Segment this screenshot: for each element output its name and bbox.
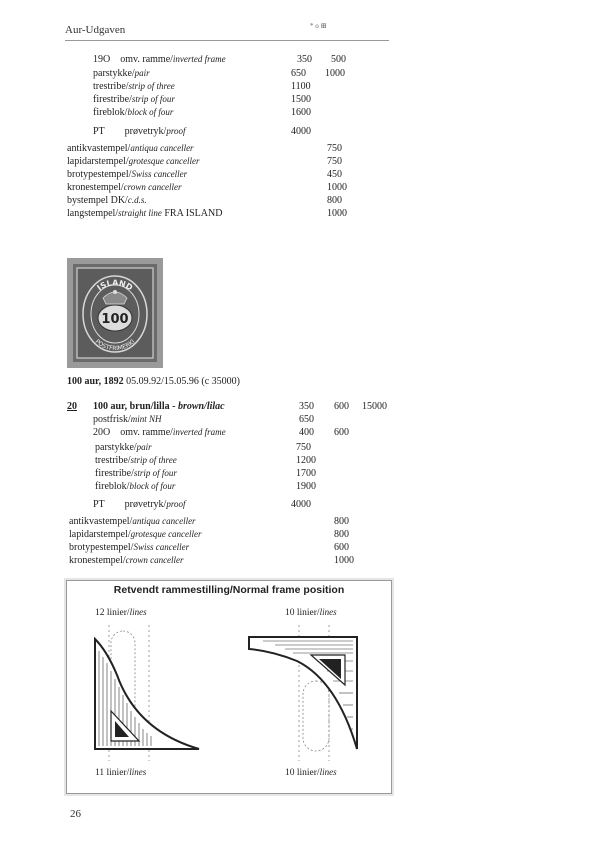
stamp-image [67,258,163,368]
item-label-en: strip of four [131,94,175,104]
label-top-right: 10 linier/lines [285,607,337,618]
item-value: 1100 [291,81,311,92]
item-value: 800 [334,516,349,527]
item-label-en: pair [134,68,150,78]
list-item [67,208,222,219]
item-value: 1900 [296,481,316,492]
variety-20o-row: 20O omv. ramme/inverted frame [93,427,226,438]
mint-value: 650 [299,414,314,425]
item-value: 1000 [327,182,347,193]
item-label-da: antikvastempel/ [69,516,133,527]
variety-label: omv. ramme/ [120,54,173,65]
stamp-inner [73,264,157,362]
item-label-da: langstempel/ [67,208,119,219]
label-bottom-left: 11 linier/lines [95,767,147,778]
item-label-da: kronestempel/ [67,182,124,193]
item-label-da: parstykke/ [93,68,135,79]
item-value: 650 [291,68,306,79]
main-title [93,401,225,412]
item-label-da: bystempel DK/ [67,195,128,206]
list-item [95,468,177,479]
list-item [93,107,173,118]
item-label-da: kronestempel/ [69,555,126,566]
proof-en: proof [166,126,186,136]
proof-da: prøvetryk/ [124,126,167,137]
list-item [69,542,189,553]
item-value: 800 [334,529,349,540]
stamp-design [73,264,157,362]
item-label-en: block of four [127,107,174,117]
main-title-da: 100 aur, brun/lilla - [93,401,178,412]
proof-row [93,126,186,137]
item-label-en: strip of three [128,81,175,91]
item-label-da: fireblok/ [95,481,130,492]
list-item [67,169,187,180]
page-number: 26 [70,808,81,820]
item-label-da: firestribe/ [93,94,132,105]
item-label-en: c.d.s. [127,195,147,205]
item-label-en: antiqua canceller [132,516,196,526]
running-header: Aur-Udgaven [65,24,126,36]
item-label-da: trestribe/ [93,81,129,92]
variety-19o-row [93,54,226,65]
item-label-en: pair [136,442,152,452]
item-value: 800 [327,195,342,206]
list-item [95,455,177,466]
main-proof-value: 4000 [291,499,311,510]
item-label-da: lapidarstempel/ [67,156,129,167]
main-title-en: brown/lilac [177,401,225,412]
item-label-da: brotypestempel/ [69,542,134,553]
main-v1: 350 [299,401,314,412]
item-value: 750 [327,156,342,167]
stamp-value: 100 [101,312,129,327]
item-label-en: grotesque canceller [130,529,202,539]
mint-row: postfrisk/mint NH [93,414,162,425]
variety-20o-v1: 400 [299,427,314,438]
main-v2: 600 [334,401,349,412]
item-label-da: trestribe/ [95,455,131,466]
main-v3: 15000 [362,401,387,412]
label-top-left: 12 linier/lines [95,607,147,618]
item-value: 1200 [296,455,316,466]
item-value: 600 [334,542,349,553]
item-label-da: parstykke/ [95,442,137,453]
item-label-da: firestribe/ [95,468,134,479]
variety-19o-v1: 350 [297,54,312,65]
item-value: 1000 [334,555,354,566]
item-label-da: antikvastempel/ [67,143,131,154]
item-label-en: block of four [129,481,176,491]
header-rule [65,40,389,41]
stamp-bottom-text: POSTFRIMERKI [93,338,137,353]
variety-label-en: inverted frame [172,54,226,64]
item-label-da: brotypestempel/ [67,169,132,180]
item-value: 750 [327,143,342,154]
stamp-caption-title: 100 aur, 1892 [67,376,124,387]
item-value: 1000 [325,68,345,79]
item-value: 450 [327,169,342,180]
item-label-en: Swiss canceller [131,169,188,179]
list-item [95,481,175,492]
item-value: 1700 [296,468,316,479]
diagram-title: Retvendt rammestilling/Normal frame position [113,584,345,596]
list-item [69,516,196,527]
item-label-en: crown canceller [125,555,184,565]
item-value: 1000 [327,208,347,219]
stamp-caption-rest: 05.09.92/15.05.96 (c 35000) [123,376,240,387]
list-item [67,156,200,167]
list-item [67,143,194,154]
list-item [95,442,152,453]
item-label-extra: FRA ISLAND [161,208,223,219]
item-label-da: fireblok/ [93,107,128,118]
item-label-en: strip of three [130,455,177,465]
right-corner-drawing [249,625,357,761]
item-label-en: grotesque canceller [128,156,200,166]
main-proof-row: PT prøvetryk/proof [93,499,186,510]
variety-code: 19O [93,54,111,65]
list-item [93,81,175,92]
item-label-en: antiqua canceller [130,143,194,153]
list-item [67,195,147,206]
frame-corner-drawings [67,581,391,793]
variety-19o-v2: 500 [331,54,346,65]
variety-20o-v2: 600 [334,427,349,438]
label-bottom-right: 10 linier/lines [285,767,337,778]
item-label-en: Swiss canceller [133,542,190,552]
proof-code: PT [93,126,105,137]
header-marks: * o ⊞ [310,22,327,30]
item-value: 750 [296,442,311,453]
list-item [93,94,175,105]
item-label-en: strip of four [133,468,177,478]
proof-value: 4000 [291,126,311,137]
item-label-da: lapidarstempel/ [69,529,131,540]
item-label-en: crown canceller [123,182,182,192]
item-label-en: straight line [118,208,162,218]
list-item [93,68,150,79]
list-item [69,529,202,540]
item-value: 1500 [291,94,311,105]
catalogue-number: 20 [67,401,77,412]
left-corner-drawing [95,625,199,761]
stamp-caption [67,376,240,387]
list-item [69,555,184,566]
item-value: 1600 [291,107,311,118]
stamp-top-text: ISLAND [95,278,135,293]
frame-position-diagram [66,580,392,794]
list-item [67,182,182,193]
